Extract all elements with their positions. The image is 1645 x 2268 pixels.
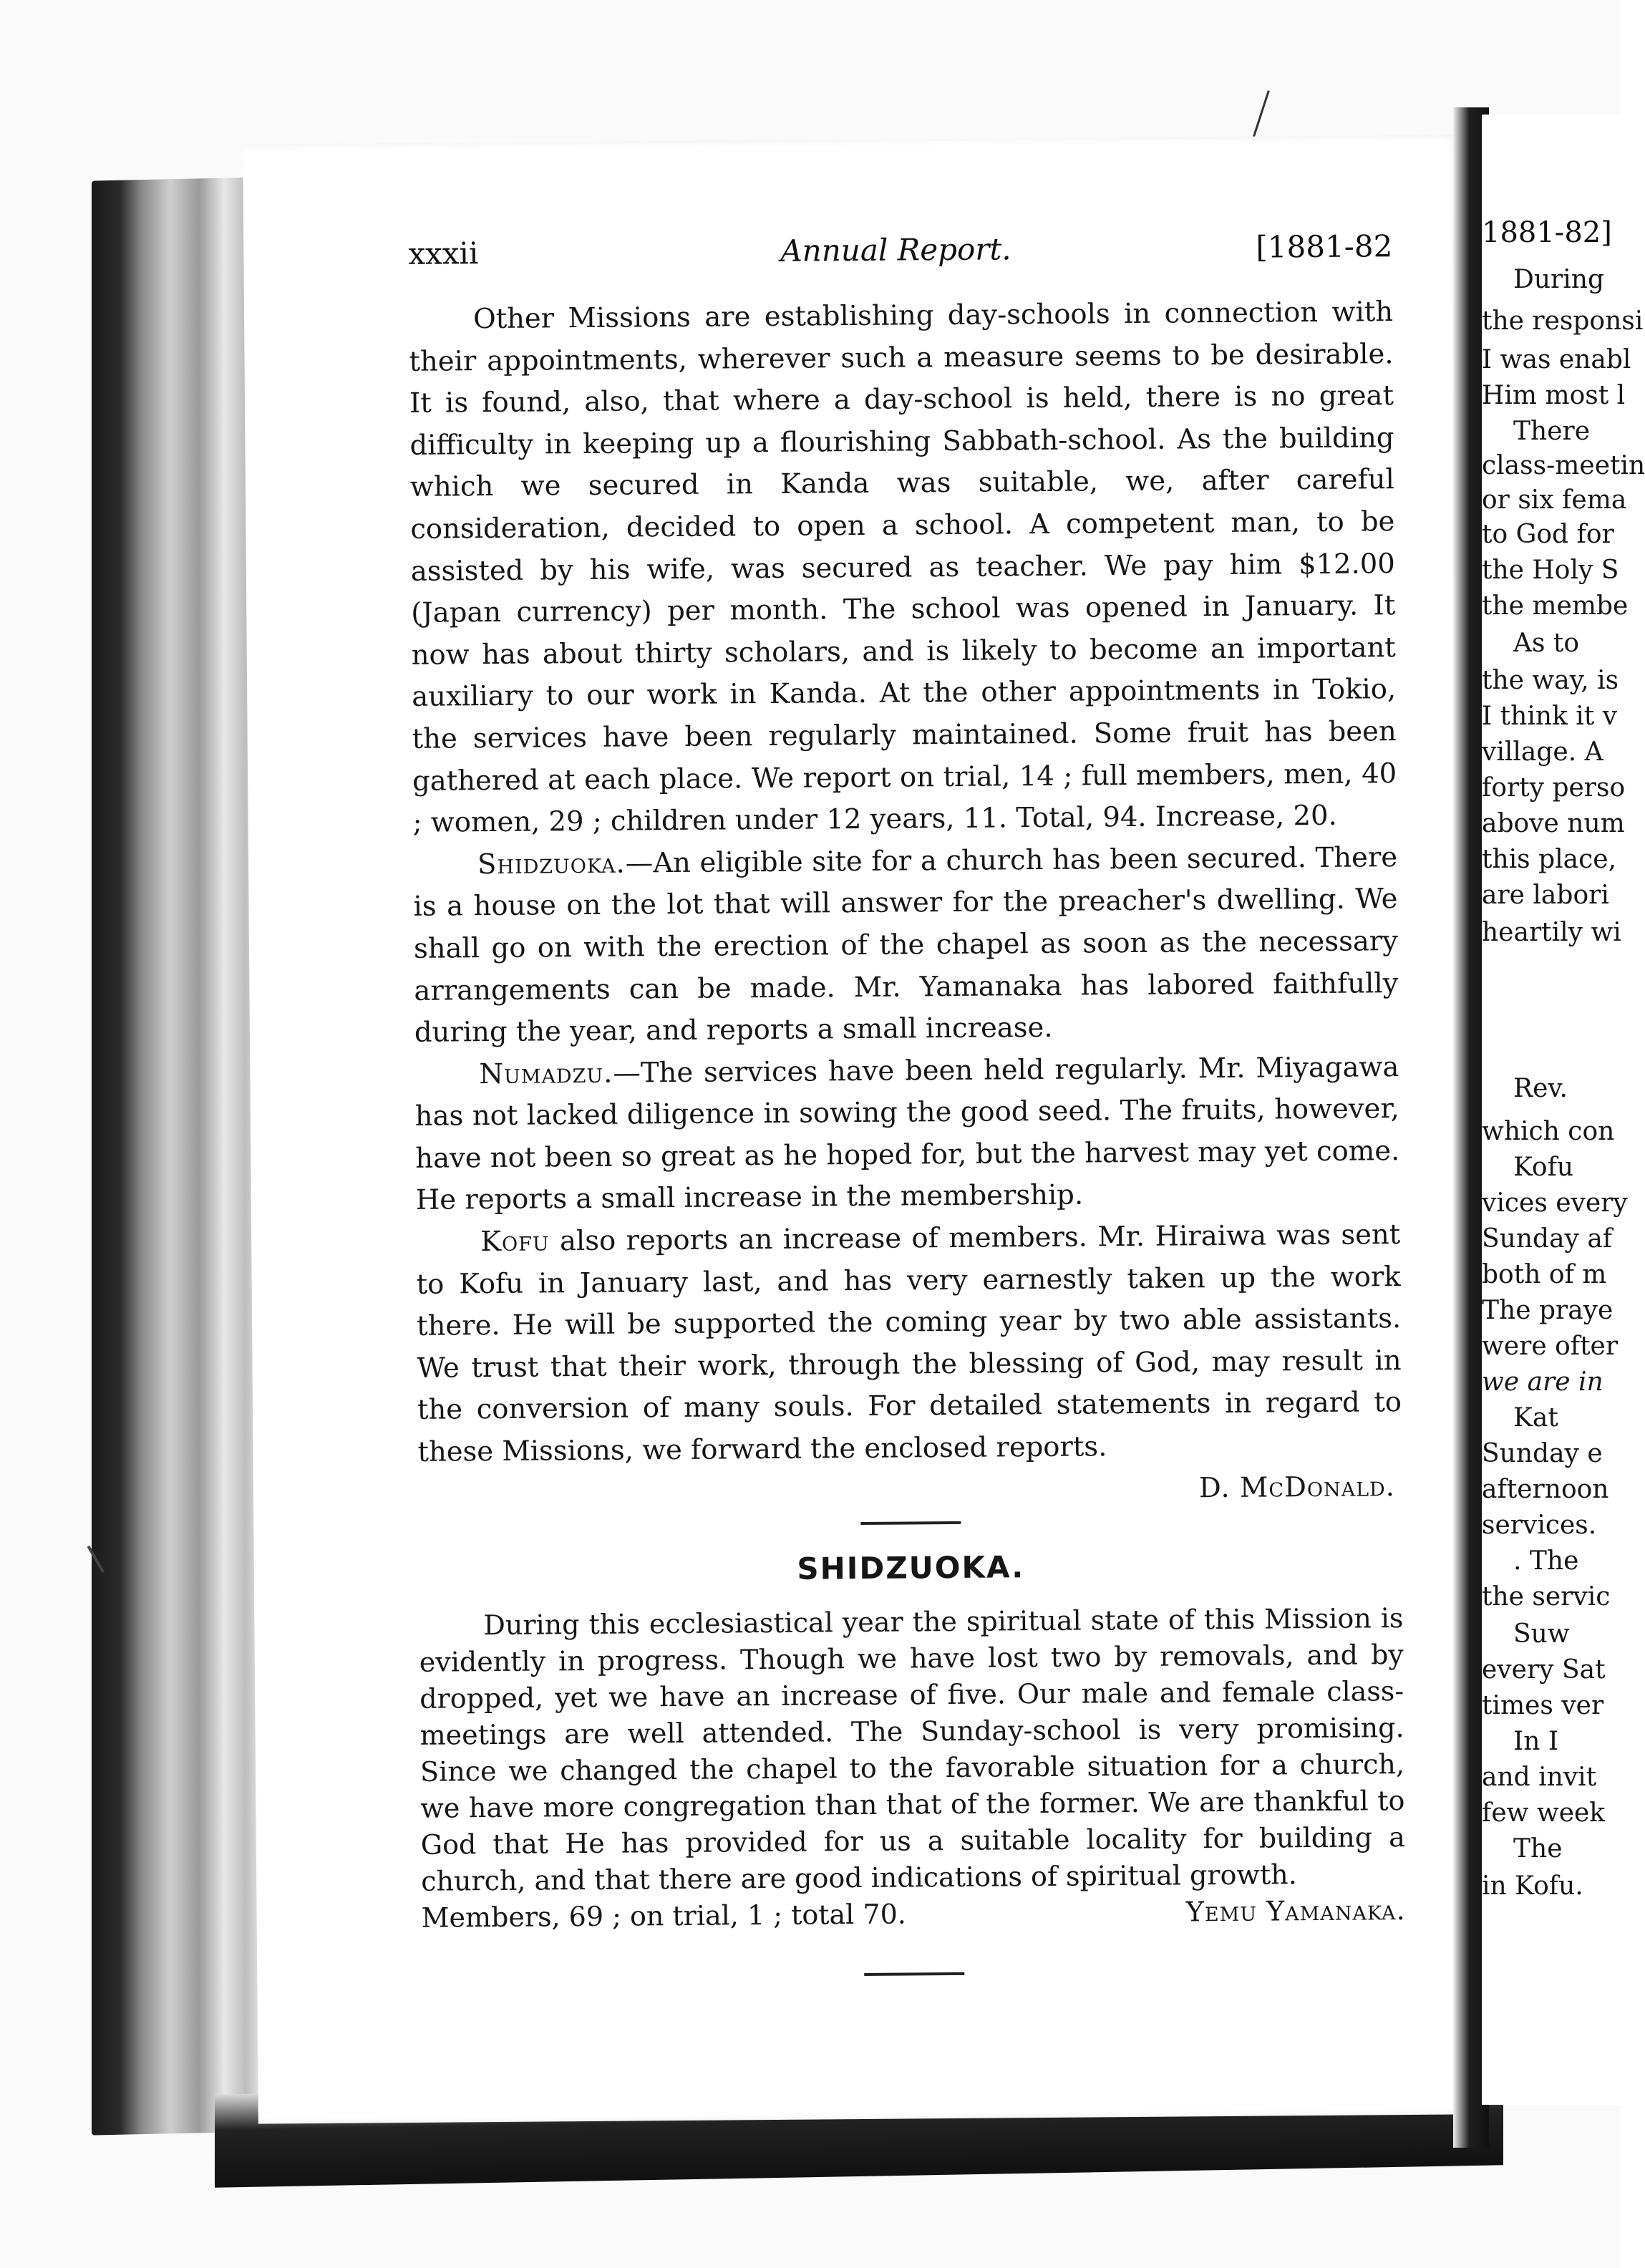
right-page-line: Sunday af	[1482, 1224, 1613, 1254]
shidzuoka-report	[419, 1600, 1406, 1937]
page-header	[408, 228, 1393, 286]
paragraph-day-schools: Other Missions are establishing day-schools in connection with their appointments, wherever such a measure seems to be desirable. It is found, also, that where a day-school is held, there is no great difficulty in keeping up a flourishing Sabbath-school. As the building which we secured in Kanda was suitable, we, after careful consideration, decided to open a school. A competent man, to be assisted by his wife, was secured as teacher. We pay him $12.00 (Japan currency) per month. The school was opened in January. It now has about thirty scholars, and is likely to become an important auxiliary to our work in Kanda. At the other appointments in Tokio, the services have been regularly maintained. Some fruit has been gathered at each place. We report on trial, 14 ; full members, men, 40 ; women, 29 ; children under 12 years, 11. Total, 94. Increase, 20.	[409, 296, 1397, 840]
right-page-line: or six fema	[1482, 485, 1627, 515]
year-range: [1881-82	[1256, 228, 1393, 265]
right-page-line: times ver	[1482, 1691, 1604, 1720]
place-name-kofu: Kofu	[480, 1225, 550, 1259]
right-page-line: During	[1513, 265, 1605, 294]
signature-yamanaka: Yemu Yamanaka.	[1185, 1894, 1406, 1928]
page-edges-left	[92, 177, 267, 2135]
right-page-line: to God for	[1482, 520, 1614, 549]
paragraph-numadzu	[414, 1047, 1400, 1222]
right-page-line: few week	[1482, 1798, 1606, 1828]
membership-totals: Members, 69 ; on trial, 1 ; total 70.	[421, 1898, 907, 1934]
right-page-line: There	[1513, 417, 1591, 446]
right-page-line: The praye	[1482, 1296, 1614, 1325]
right-page-line: vices every	[1482, 1188, 1628, 1218]
right-page-line: every Sat	[1482, 1655, 1606, 1685]
place-name-numadzu: Numadzu.	[479, 1057, 613, 1090]
end-divider	[864, 1972, 964, 1976]
signature-mcdonald: D. McDonald.	[1198, 1470, 1396, 1504]
running-title: Annual Report.	[780, 231, 1011, 268]
right-page-line: the membe	[1482, 591, 1629, 621]
right-page-line: class-meetin	[1482, 451, 1645, 480]
right-page-header: 1881-82]	[1482, 216, 1612, 249]
right-page-line: were ofter	[1482, 1332, 1619, 1361]
paragraph-text: —The services have been held regularly. Mr. Miyagawa has not lacked diligence in sowing the good seed. The fruits, however, have not been so great as he hoped for, but the harvest may yet come. He reports a small increase in the membership.	[414, 1050, 1400, 1217]
right-page-line: Sunday e	[1482, 1439, 1603, 1468]
right-page-line: village. A	[1482, 737, 1603, 767]
right-page-line: the servic	[1482, 1582, 1611, 1612]
paragraph-text: also reports an increase of members. Mr. Hiraiwa was sent to Kofu in January last, and has very earnestly taken up the work there. He will be supported the coming year by two able assistants. We trust that their work, through the blessing of God, may result in the conversion of many souls. For detailed statements in regard to these Missions, we forward the enclosed reports.	[416, 1218, 1402, 1468]
right-page-line: above num	[1482, 809, 1625, 838]
page-number: xxxii	[408, 236, 479, 271]
right-page-line: in Kofu.	[1482, 1871, 1583, 1901]
right-page	[1482, 115, 1645, 2105]
page-body	[409, 291, 1406, 1979]
right-page-line: this place,	[1482, 845, 1617, 874]
section-divider	[860, 1521, 961, 1525]
right-page-line: the way, is	[1482, 666, 1619, 695]
right-page-line: Kat	[1513, 1403, 1558, 1433]
report-text: During this ecclesiastical year the spiritual state of this Mission is evidently in progress. Though we have lost two by removals, and by dropped, yet we have an increase of five. Our male and female class-meetings are well attended. The Sunday-school is very promising. Since we changed the chapel to the favorable situation for a church, we have more congregation than that of the former. We are thankful to God that He has provided for us a suitable locality for building a church, and that there are good indications of spiritual growth.	[419, 1601, 1405, 1897]
right-page-line: I was enabl	[1482, 345, 1631, 374]
paragraph-kofu	[416, 1214, 1402, 1473]
paragraph-text: —An eligible site for a church has been secured. There is a house on the lot that will answer for the preacher's dwelling. We shall go on with the erection of the chapel as soon as the necessary arrangements can be made. Mr. Yamanaka has labored faithfully during the year, and reports a small increase.	[413, 840, 1399, 1049]
right-page-line: Rev.	[1513, 1074, 1568, 1103]
right-page-line: heartily wi	[1482, 918, 1621, 947]
left-page	[243, 135, 1475, 2123]
right-page-line: As to	[1513, 629, 1580, 658]
right-page-line: services.	[1482, 1511, 1597, 1540]
right-page-line: In I	[1513, 1727, 1559, 1756]
right-page-line: we are in	[1482, 1367, 1603, 1397]
right-page-line: both of m	[1482, 1260, 1607, 1289]
right-page-line: I think it v	[1482, 702, 1618, 731]
right-page-line: Kofu	[1513, 1153, 1574, 1182]
right-page-line: . The	[1513, 1546, 1579, 1576]
place-name-shidzuoka: Shidzuoka.	[477, 847, 626, 881]
right-page-line: afternoon	[1482, 1475, 1609, 1504]
right-page-line: the responsi	[1482, 306, 1644, 336]
section-title: SHIDZUOKA.	[797, 1549, 1025, 1586]
right-page-line: The	[1513, 1834, 1563, 1864]
right-page-line: Suw	[1513, 1619, 1570, 1649]
right-page-line: the Holy S	[1482, 556, 1619, 585]
right-page-line: which con	[1482, 1117, 1615, 1146]
paragraph-shidzuoka	[413, 837, 1399, 1055]
right-page-line: and invit	[1482, 1763, 1597, 1792]
report-last-line	[421, 1892, 1405, 1937]
right-page-line: forty perso	[1482, 773, 1626, 803]
right-page-line: are labori	[1482, 881, 1609, 910]
right-page-line: Him most l	[1482, 381, 1626, 410]
